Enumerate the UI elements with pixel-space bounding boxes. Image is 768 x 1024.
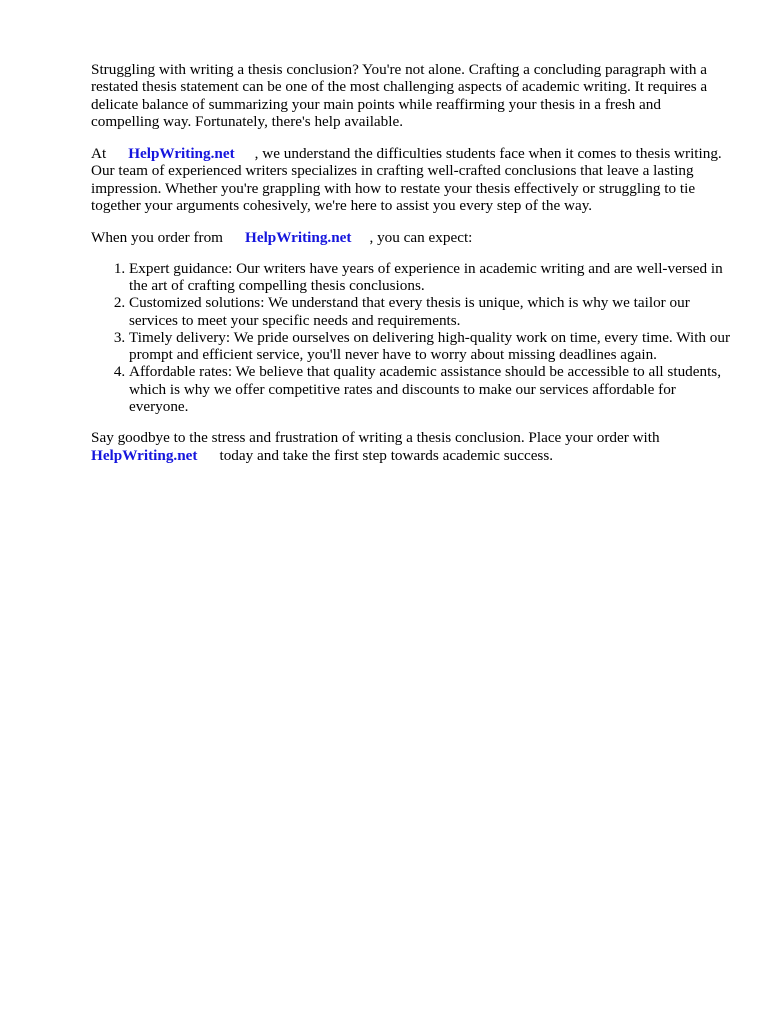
- list-item: 2. Customized solutions: We understand that every thesis is unique, which is why we tailor our services to meet your specific needs and requirements.: [129, 294, 731, 329]
- list-item: 4. Affordable rates: We believe that quality academic assistance should be accessible to all students, which is why we offer competitive rates and discounts to make our services affordable for everyone.: [129, 363, 731, 415]
- about-paragraph: [91, 145, 731, 214]
- closing-suffix: today and take the first step towards academic success.: [219, 446, 554, 464]
- helpwriting-link[interactable]: HelpWriting.net: [91, 446, 198, 464]
- benefits-list: [91, 260, 731, 416]
- order-prefix: When you order from: [91, 229, 224, 247]
- list-item: 3. Timely delivery: We pride ourselves on delivering high-quality work on time, every time. With our prompt and efficient service, you'll never have to worry about missing deadlines again.: [129, 329, 731, 364]
- helpwriting-link[interactable]: HelpWriting.net: [245, 229, 352, 247]
- intro-paragraph: Struggling with writing a thesis conclusion? You're not alone. Crafting a concluding paragraph with a restated thesis statement can be one of the most challenging aspects of academic writing. It requires a delicate balance of summarizing your main points while reaffirming your thesis in a fresh and compelling way. Fortunately, there's help available.: [91, 61, 708, 130]
- closing-paragraph: [91, 429, 731, 464]
- order-paragraph: [91, 229, 731, 246]
- helpwriting-link[interactable]: HelpWriting.net: [128, 145, 235, 163]
- order-suffix: , you can expect:: [369, 229, 473, 247]
- closing-prefix: Say goodbye to the stress and frustration of writing a thesis conclusion. Place your order with: [91, 429, 660, 447]
- about-prefix: At: [91, 145, 107, 163]
- document-page: [91, 61, 731, 464]
- about-suffix: , we understand the difficulties students face when it comes to thesis writing. Our team of experienced writers specializes in crafting well-crafted conclusions that leave a lasting impression. Whether you're grappling with how to restate your thesis effectively or struggling to tie together your arguments cohesively, we're here to assist you every step of the way.: [91, 145, 722, 215]
- list-item: 1. Expert guidance: Our writers have years of experience in academic writing and are well-versed in the art of crafting compelling thesis conclusions.: [129, 260, 731, 295]
